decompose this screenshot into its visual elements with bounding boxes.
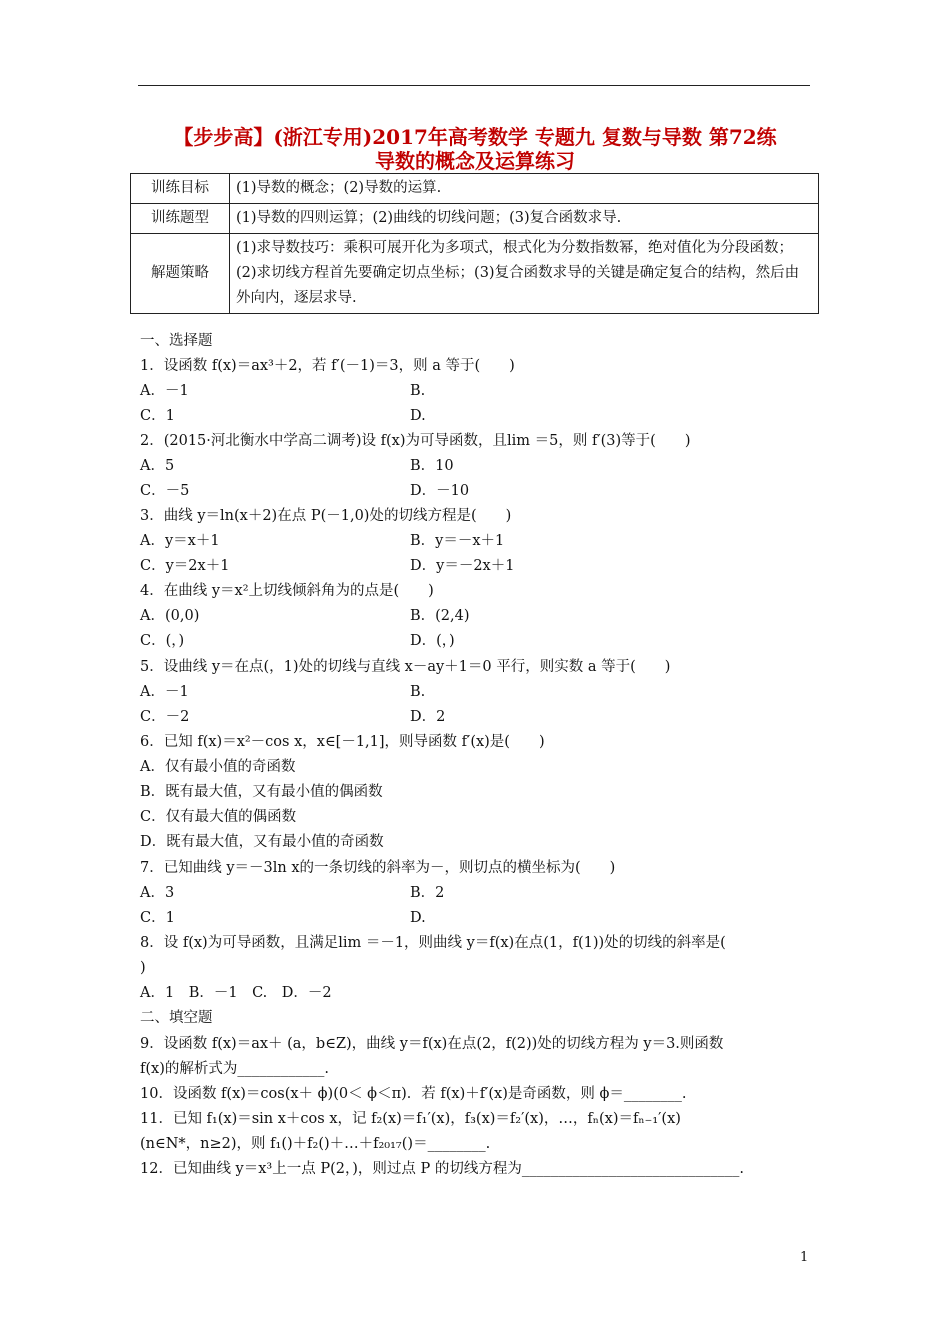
option-d: D.: [410, 910, 426, 926]
option-d: D．y＝－2x＋1: [410, 558, 515, 574]
option-c: C．－2: [140, 709, 190, 725]
option-c: C．y＝2x＋1: [140, 558, 230, 574]
option-d: D．既有最大值，又有最小值的奇函数: [140, 834, 384, 850]
question-8: 8．设 f(x)为可导函数，且满足lim ＝－1，则曲线 y＝f(x)在点(1，f(1))处的切线的斜率是(: [140, 935, 726, 951]
option-a: A．5: [140, 458, 175, 474]
option-d: D．－10: [410, 483, 470, 499]
question-11-cont: (n∈N*，n≥2)，则 f₁()＋f₂()＋…＋f₂₀₁₇()＝________.: [140, 1136, 491, 1152]
question-8-options: A．1 B．－1 C. D．－2: [140, 985, 332, 1001]
option-b: B.: [410, 684, 426, 700]
row-label: 解题策略: [131, 234, 230, 314]
row-content: (1)求导数技巧：乘积可展开化为多项式，根式化为分数指数幂，绝对值化为分段函数；(2)求切线方程首先要确定切点坐标；(3)复合函数求导的关键是确定复合的结构，然后由外向内，逐层求导.: [230, 234, 819, 314]
table-row: [131, 204, 819, 234]
row-content: (1)导数的四则运算；(2)曲线的切线问题；(3)复合函数求导.: [230, 204, 819, 234]
doc-title-line2: 导数的概念及运算练习: [375, 149, 575, 173]
option-a: A．仅有最小值的奇函数: [140, 759, 296, 775]
option-d: D．(，): [410, 633, 455, 649]
option-c: C．仅有最大值的偶函数: [140, 809, 297, 825]
option-a: A．3: [140, 885, 175, 901]
question-4: 4．在曲线 y＝x²上切线倾斜角为的点是( ): [140, 583, 434, 599]
option-b: B．(2,4): [410, 608, 470, 624]
option-b: B．10: [410, 458, 454, 474]
option-a: A．(0,0): [140, 608, 200, 624]
section-heading: 二、填空题: [140, 1010, 213, 1026]
option-d: D．2: [410, 709, 446, 725]
header-rule: [138, 85, 810, 86]
question-10: 10．设函数 f(x)＝cos(x＋ ϕ)(0＜ ϕ＜π)．若 f(x)＋f′(x)是奇函数，则 ϕ＝________.: [140, 1086, 687, 1102]
question-3: 3．曲线 y＝ln(x＋2)在点 P(－1,0)处的切线方程是( ): [140, 508, 512, 524]
table-row: [131, 174, 819, 204]
option-c: C．－5: [140, 483, 190, 499]
question-9: 9．设函数 f(x)＝ax＋ (a，b∈Z)，曲线 y＝f(x)在点(2，f(2))处的切线方程为 y＝3.则函数: [140, 1036, 724, 1052]
option-d: D.: [410, 408, 426, 424]
option-a: A．－1: [140, 684, 189, 700]
page-number: 1: [800, 1250, 809, 1265]
option-b: B.: [410, 383, 426, 399]
option-b: B．y＝－x＋1: [410, 533, 505, 549]
option-c: C．1: [140, 910, 175, 926]
info-table: [130, 173, 819, 314]
option-b: B．2: [410, 885, 445, 901]
question-8-cont: ): [140, 960, 146, 976]
question-9-cont: f(x)的解析式为____________.: [140, 1061, 329, 1077]
option-c: C．(，): [140, 633, 185, 649]
row-label: 训练题型: [131, 204, 230, 234]
option-a: A．－1: [140, 383, 189, 399]
doc-title-line1: 【步步高】(浙江专用)2017年高考数学 专题九 复数与导数 第72练: [173, 125, 777, 149]
option-a: A．y＝x＋1: [140, 533, 220, 549]
question-1: 1．设函数 f(x)＝ax³＋2，若 f′(－1)＝3，则 a 等于( ): [140, 358, 515, 374]
option-c: C．1: [140, 408, 175, 424]
section-heading: 一、选择题: [140, 333, 213, 349]
question-11: 11．已知 f₁(x)＝sin x＋cos x，记 f₂(x)＝f₁′(x)，f₃(x)＝f₂′(x)，…，fₙ(x)＝fₙ₋₁′(x): [140, 1111, 681, 1127]
table-row: [131, 234, 819, 314]
row-content: (1)导数的概念；(2)导数的运算.: [230, 174, 819, 204]
row-label: 训练目标: [131, 174, 230, 204]
question-2: 2．(2015·河北衡水中学高二调考)设 f(x)为可导函数，且lim ＝5，则 f′(3)等于( ): [140, 433, 691, 449]
question-6: 6．已知 f(x)＝x²－cos x，x∈[－1,1]，则导函数 f′(x)是( ): [140, 734, 545, 750]
question-7: 7．已知曲线 y＝－3ln x的一条切线的斜率为－，则切点的横坐标为( ): [140, 860, 616, 876]
question-5: 5．设曲线 y＝在点(，1)处的切线与直线 x－ay＋1＝0 平行，则实数 a 等于( ): [140, 659, 671, 675]
question-12: 12．已知曲线 y＝x³上一点 P(2，)，则过点 P 的切线方程为______________________________.: [140, 1161, 744, 1177]
option-b: B．既有最大值，又有最小值的偶函数: [140, 784, 383, 800]
